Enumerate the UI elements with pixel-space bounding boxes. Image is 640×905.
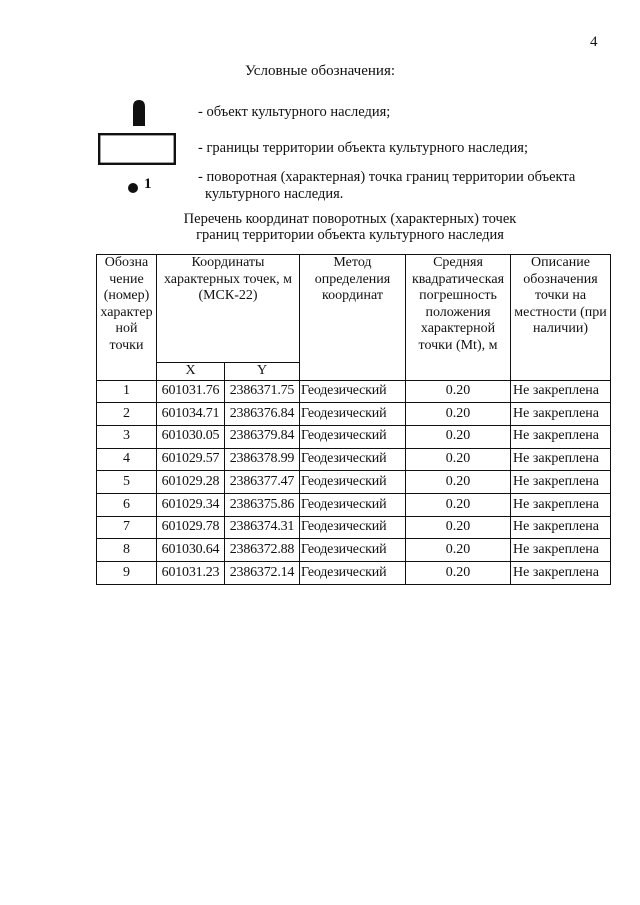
cell-error: 0.20	[406, 403, 511, 426]
table-row	[97, 471, 611, 494]
cell-error: 0.20	[406, 380, 511, 403]
cell-x: 601029.78	[157, 516, 225, 539]
cell-error: 0.20	[406, 448, 511, 471]
cell-x: 601029.28	[157, 471, 225, 494]
cell-y: 2386375.86	[225, 493, 300, 516]
cell-method: Геодезический	[300, 380, 406, 403]
table-row	[97, 516, 611, 539]
cell-method: Геодезический	[300, 425, 406, 448]
cell-error: 0.20	[406, 562, 511, 585]
cell-description: Не закреплена	[511, 425, 611, 448]
cell-y: 2386379.84	[225, 425, 300, 448]
legend-item-heritage-text: - объект культурного наследия;	[198, 104, 391, 120]
cell-description: Не закреплена	[511, 539, 611, 562]
cell-error: 0.20	[406, 516, 511, 539]
cell-point-number: 8	[97, 539, 157, 562]
table-row	[97, 539, 611, 562]
turning-point-icon	[127, 181, 139, 199]
cell-x: 601030.64	[157, 539, 225, 562]
header-x: X	[157, 363, 225, 381]
cell-description: Не закреплена	[511, 562, 611, 585]
cell-method: Геодезический	[300, 562, 406, 585]
legend-title: Условные обозначения:	[244, 63, 396, 79]
cell-y: 2386377.47	[225, 471, 300, 494]
turning-point-marker-label: 1	[144, 176, 152, 192]
cell-description: Не закреплена	[511, 380, 611, 403]
cell-point-number: 5	[97, 471, 157, 494]
list-title	[120, 211, 580, 243]
cell-method: Геодезический	[300, 493, 406, 516]
cell-error: 0.20	[406, 493, 511, 516]
table-row	[97, 493, 611, 516]
cell-error: 0.20	[406, 425, 511, 448]
territory-boundary-icon	[98, 133, 176, 170]
table-row	[97, 403, 611, 426]
cell-description: Не закреплена	[511, 448, 611, 471]
cell-x: 601030.05	[157, 425, 225, 448]
cell-method: Геодезический	[300, 471, 406, 494]
cell-point-number: 2	[97, 403, 157, 426]
cell-point-number: 6	[97, 493, 157, 516]
cell-x: 601029.57	[157, 448, 225, 471]
cell-error: 0.20	[406, 539, 511, 562]
legend-item-point-text-line1: - поворотная (характерная) точка границ территории объекта	[198, 169, 576, 185]
cell-description: Не закреплена	[511, 471, 611, 494]
cell-method: Геодезический	[300, 539, 406, 562]
table-row	[97, 562, 611, 585]
cell-x: 601031.76	[157, 380, 225, 403]
legend-item-point-text-line2: культурного наследия.	[205, 186, 344, 202]
header-coords: Координаты характерных точек, м (МСК-22)	[157, 255, 300, 363]
list-title-line1: Перечень координат поворотных (характерных) точек	[183, 211, 517, 227]
table-row	[97, 425, 611, 448]
header-point: Обозна чение (номер) характер ной точки	[97, 255, 157, 381]
header-description: Описание обозначения точки на местности (при наличии)	[511, 255, 611, 381]
header-y: Y	[225, 363, 300, 381]
cell-description: Не закреплена	[511, 516, 611, 539]
heritage-object-icon	[131, 100, 147, 131]
cell-point-number: 1	[97, 380, 157, 403]
cell-description: Не закреплена	[511, 493, 611, 516]
cell-error: 0.20	[406, 471, 511, 494]
cell-y: 2386378.99	[225, 448, 300, 471]
cell-point-number: 7	[97, 516, 157, 539]
coordinates-table	[96, 254, 611, 585]
cell-y: 2386372.88	[225, 539, 300, 562]
table-body	[97, 380, 611, 584]
page-number: 4	[590, 34, 598, 50]
cell-y: 2386372.14	[225, 562, 300, 585]
cell-method: Геодезический	[300, 448, 406, 471]
cell-point-number: 9	[97, 562, 157, 585]
table-row	[97, 448, 611, 471]
cell-x: 601034.71	[157, 403, 225, 426]
cell-point-number: 3	[97, 425, 157, 448]
list-title-line2: границ территории объекта культурного наследия	[196, 227, 504, 243]
cell-y: 2386374.31	[225, 516, 300, 539]
cell-y: 2386376.84	[225, 403, 300, 426]
cell-point-number: 4	[97, 448, 157, 471]
cell-x: 601031.23	[157, 562, 225, 585]
cell-x: 601029.34	[157, 493, 225, 516]
table-row	[97, 380, 611, 403]
header-error: Средняя квадратическая погрешность положения характерной точки (Mt), м	[406, 255, 511, 381]
cell-method: Геодезический	[300, 403, 406, 426]
cell-method: Геодезический	[300, 516, 406, 539]
header-method: Метод определения координат	[300, 255, 406, 381]
legend-item-boundary-text: - границы территории объекта культурного наследия;	[198, 140, 528, 156]
cell-description: Не закреплена	[511, 403, 611, 426]
cell-y: 2386371.75	[225, 380, 300, 403]
